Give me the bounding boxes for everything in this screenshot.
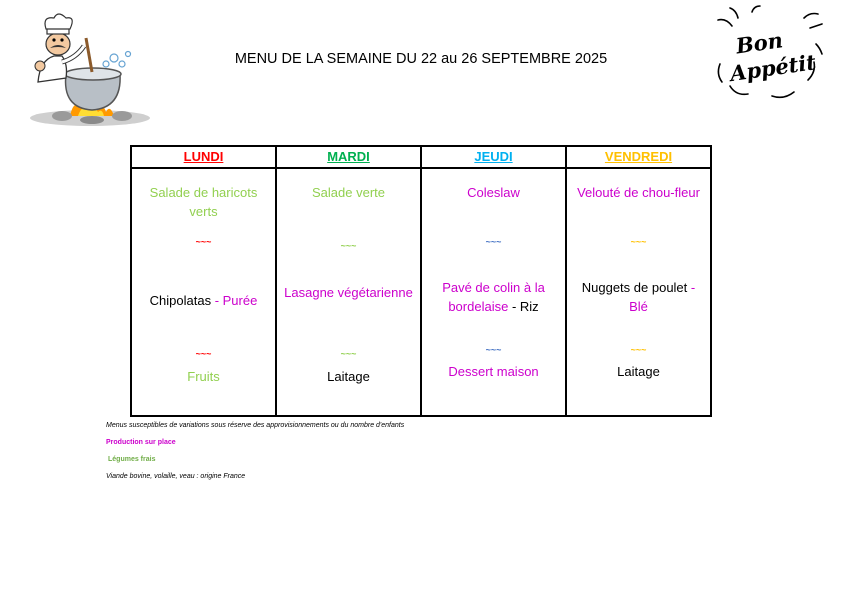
note-variation: Menus susceptibles de variations sous réserve des approvisionnements ou du nombre d'enfants: [106, 422, 405, 429]
separator-icon: ~~~: [195, 349, 212, 359]
separator-icon: ~~~: [485, 237, 502, 247]
separator-icon: ~~~: [195, 237, 212, 247]
svg-text:Bon: Bon: [734, 27, 785, 59]
separator-icon: ~~~: [340, 349, 357, 359]
main-course-sep: -: [687, 280, 696, 295]
note-production: Production sur place: [106, 439, 176, 446]
menu-row: [131, 168, 711, 416]
separator-icon: ~~~: [485, 345, 502, 355]
main-course: [281, 283, 416, 302]
day-header-vendredi: VENDREDI: [566, 146, 711, 168]
day-header-jeudi: JEUDI: [421, 146, 566, 168]
menu-notes: [106, 417, 404, 485]
day-cell-jeudi: [421, 168, 566, 416]
note-legumes: Légumes frais: [108, 456, 156, 463]
svg-text:Appétit: Appétit: [728, 49, 818, 87]
page-title-text: MENU DE LA SEMAINE DU 22 au 26 SEPTEMBRE 2025: [234, 51, 608, 67]
day-header-lundi: LUNDI: [131, 146, 276, 168]
main-course-a: Chipolatas: [149, 293, 212, 308]
page-title: [0, 51, 842, 67]
days-header-row: [131, 146, 711, 168]
main-course-a: Nuggets de poulet: [581, 280, 688, 295]
main-course-sep: -: [508, 299, 520, 314]
dessert: Laitage: [617, 364, 660, 379]
main-course-b: Blé: [629, 299, 648, 314]
weekly-menu-table: [130, 145, 712, 417]
main-course: [571, 278, 706, 316]
separator-icon: ~~~: [340, 241, 357, 251]
starter: Coleslaw: [467, 185, 520, 200]
day-cell-mardi: [276, 168, 421, 416]
main-course-a: Pavé de colin à la bordelaise: [442, 280, 545, 314]
main-course: [136, 291, 271, 310]
dessert: Laitage: [327, 369, 370, 384]
day-header-mardi: MARDI: [276, 146, 421, 168]
main-course-b: Purée: [222, 293, 258, 308]
day-cell-vendredi: [566, 168, 711, 416]
main-course-b: Riz: [519, 299, 539, 314]
dessert: Fruits: [187, 369, 220, 384]
main-course: [426, 278, 561, 316]
starter: Salade de haricots verts: [149, 185, 258, 219]
separator-icon: ~~~: [630, 345, 647, 355]
chef-cooking-illustration: [22, 12, 154, 128]
day-cell-lundi: [131, 168, 276, 416]
dessert: Dessert maison: [448, 364, 539, 379]
starter: Salade verte: [312, 185, 385, 200]
separator-icon: ~~~: [630, 237, 647, 247]
main-course-sep: -: [211, 293, 223, 308]
note-viande: Viande bovine, volaille, veau : origine France: [106, 473, 246, 480]
starter: Velouté de chou-fleur: [577, 185, 700, 200]
main-course-a: Lasagne végétarienne: [284, 285, 413, 300]
